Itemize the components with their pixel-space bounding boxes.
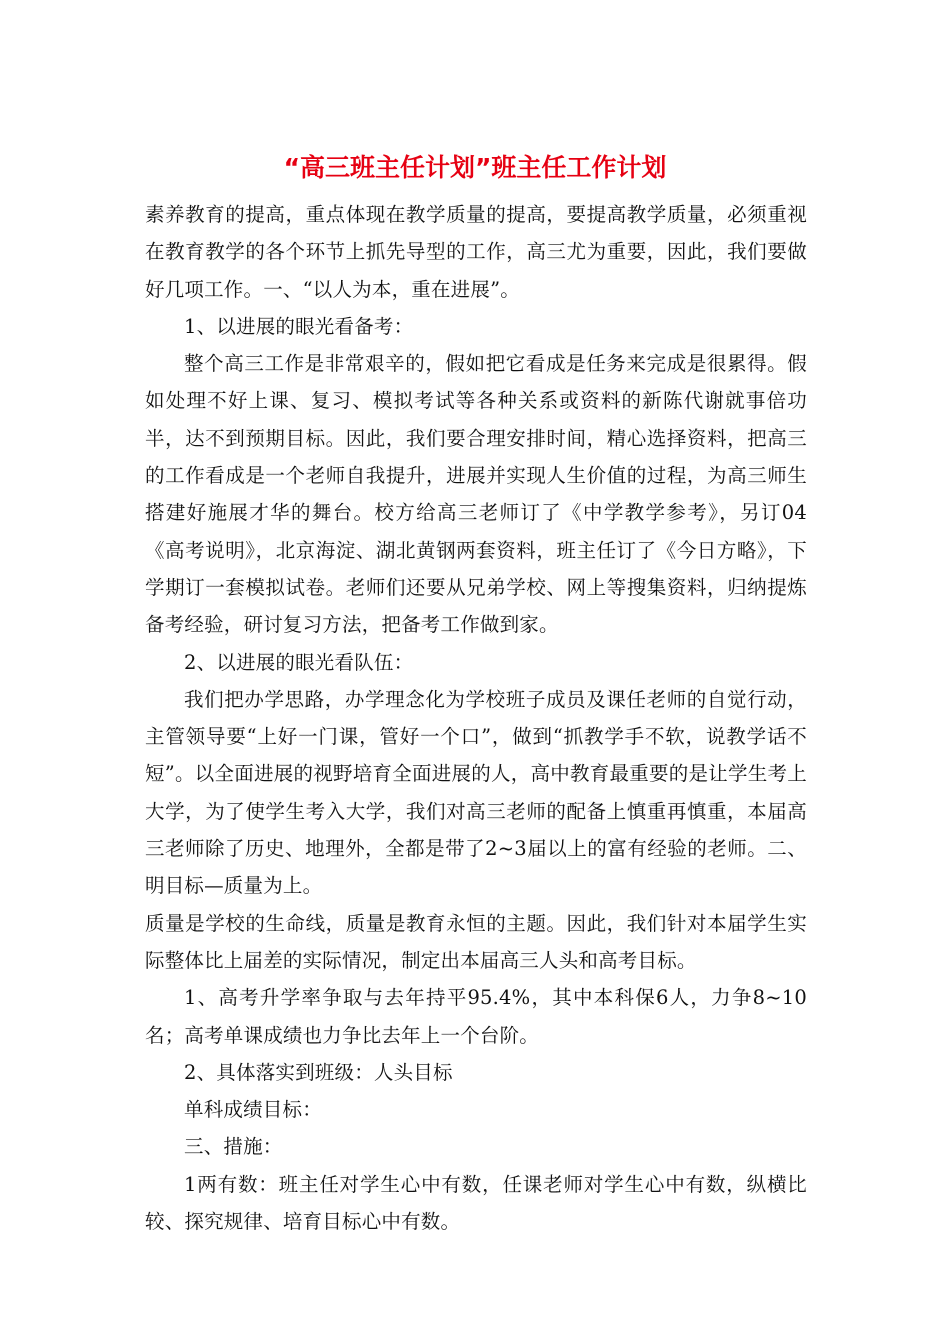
document-title: “高三班主任计划”班主任工作计划	[283, 153, 667, 182]
paragraph-quality: 质量是学校的生命线，质量是教育永恒的主题。因此，我们针对本届学生实际整体比上届差的实际情况，制定出本届高三人头和高考目标。	[145, 911, 807, 972]
paragraph-exam-prep: 整个高三工作是非常艰辛的，假如把它看成是任务来完成是很累得。假如处理不好上课、复习、模拟考试等各种关系或资料的新陈代谢就事倍功半，达不到预期目标。因此，我们要合理安排时间，精心选择资料，把高三的工作看成是一个老师自我提升，进展并实现人生价值的过程，为高三师生搭建好施展才华的舞台。校方给高三老师订了《中学教学参考》，另订04《高考说明》，北京海淀、湖北黄钢两套资料，班主任订了《今日方略》，下学期订一套模拟试卷。老师们还要从兄弟学校、网上等搜集资料，归纳提炼备考经验，研讨复习方法，把备考工作做到家。	[145, 352, 807, 637]
paragraph-measure-1: 1两有数：班主任对学生心中有数，任课老师对学生心中有数，纵横比较、探究规律、培育目标心中有数。	[145, 1172, 807, 1234]
paragraph-subject-goal: 单科成绩目标：	[184, 1098, 322, 1122]
paragraph-goal-1: 1、高考升学率争取与去年持平95.4%，其中本科保6人，力争8~10名；高考单课成绩也力争比去年上一个台阶。	[145, 986, 807, 1047]
paragraph-heading-1: 1、以进展的眼光看备考：	[184, 314, 414, 338]
paragraph-intro: 素养教育的提高，重点体现在教学质量的提高，要提高教学质量，必须重视在教育教学的各个环节上抓先导型的工作，高三尤为重要，因此，我们要做好几项工作。一、“以人为本，重在进展”。	[145, 203, 807, 301]
paragraph-team: 我们把办学思路，办学理念化为学校班子成员及课任老师的自觉行动，主管领导要“上好一门课，管好一个口”，做到“抓教学手不软，说教学话不短”。以全面进展的视野培育全面进展的人，高中教育最重要的是让学生考上大学，为了使学生考入大学，我们对高三老师的配备上慎重再慎重，本届高三老师除了历史、地理外，全都是带了2~3届以上的富有经验的老师。二、明目标—质量为上。	[145, 687, 807, 898]
document-body	[145, 196, 807, 1240]
paragraph-measures-heading: 三、措施：	[184, 1135, 283, 1159]
paragraph-goal-2: 2、具体落实到班级：人头目标	[184, 1060, 453, 1084]
paragraph-heading-2: 2、以进展的眼光看队伍：	[184, 650, 414, 674]
